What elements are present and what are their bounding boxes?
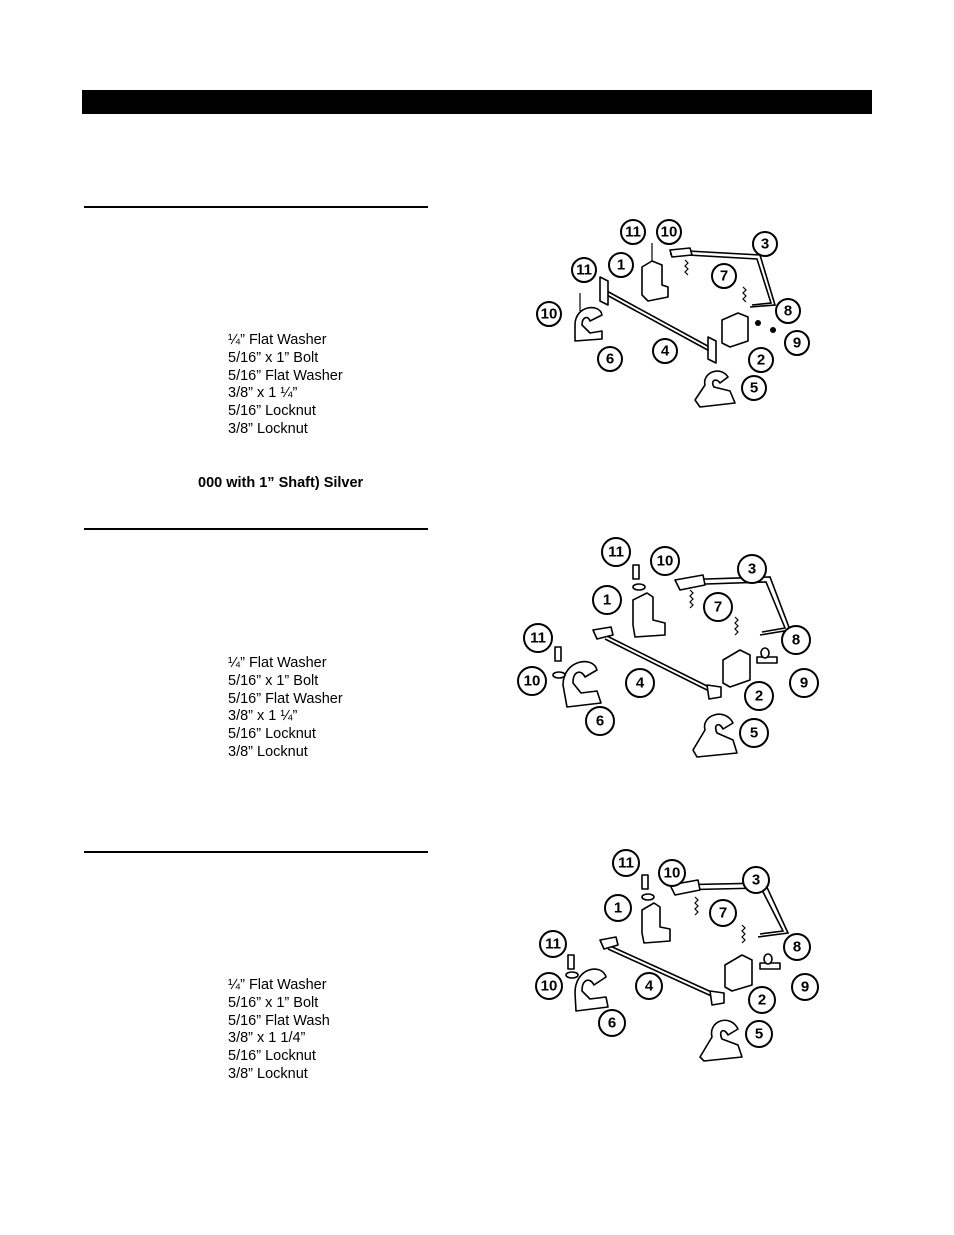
svg-text:3: 3 [751,871,761,889]
svg-text:7: 7 [713,598,723,616]
part-item: 5/16” x 1” Bolt [228,994,319,1011]
callout-10 [659,860,685,886]
svg-text:10: 10 [523,672,541,690]
svg-text:11: 11 [576,261,592,279]
callout-9 [785,331,809,355]
callout-1 [593,586,621,614]
callout-4 [653,339,677,363]
svg-text:9: 9 [792,334,802,352]
part-item: ¼” Flat Washer [228,655,327,671]
part-item: 3/8” x 1 ¼” [228,708,298,725]
callout-11 [613,850,639,876]
part-item: 5/16” Locknut [228,403,316,420]
part-item: 3/8” Locknut [228,1065,308,1082]
section-2-parts-list [228,655,343,762]
callout-7 [704,593,732,621]
svg-text:5: 5 [754,1025,764,1043]
section-2-diagram [515,535,825,765]
callout-5 [746,1021,772,1047]
svg-text:4: 4 [660,342,670,360]
section-3-diagram [520,845,825,1070]
part-item: 5/16” Locknut [228,726,316,743]
callout-11 [602,538,630,566]
section-header-bar [82,90,872,114]
svg-text:10: 10 [663,864,681,882]
callout-3 [753,232,777,256]
callout-2 [749,348,773,372]
section-2-divider [84,528,428,530]
part-item: ¼” Flat Washer [228,977,327,993]
section-1-divider [84,206,428,208]
part-item: 5/16” Flat Washer [228,690,343,707]
section-1-caption: 000 with 1” Shaft) Silver [198,475,364,491]
callout-8 [784,934,810,960]
callout-10 [651,547,679,575]
callout-1 [605,895,631,921]
svg-text:11: 11 [618,854,634,872]
callout-9 [790,669,818,697]
svg-text:1: 1 [613,899,623,917]
part-item: 3/8” Locknut [228,743,308,760]
svg-text:7: 7 [719,267,729,285]
callout-11 [621,220,645,244]
callout-10-b [518,667,546,695]
svg-text:6: 6 [595,712,605,730]
callout-5 [740,719,768,747]
section-3-parts-list [228,977,330,1084]
callout-6 [586,707,614,735]
part-item: 3/8” Locknut [228,420,308,437]
svg-text:6: 6 [605,350,615,368]
svg-text:10: 10 [660,223,678,241]
section-3-divider [84,851,428,853]
svg-text:10: 10 [540,977,558,995]
part-item: 5/16” Flat Washer [228,367,343,384]
callout-4 [626,669,654,697]
callout-10 [657,220,681,244]
part-item: 5/16” x 1” Bolt [228,672,319,689]
callout-7 [710,900,736,926]
part-item: 5/16” Locknut [228,1048,316,1065]
svg-text:1: 1 [602,591,612,609]
svg-text:8: 8 [791,631,801,649]
svg-text:7: 7 [718,904,728,922]
part-item: 3/8” x 1 1/4” [228,1030,306,1047]
svg-text:11: 11 [530,629,546,647]
callout-2 [749,987,775,1013]
part-item: 5/16” Flat Wash [228,1012,330,1029]
svg-text:11: 11 [608,543,624,561]
svg-text:10: 10 [540,305,558,323]
svg-text:3: 3 [747,560,757,578]
svg-text:3: 3 [760,235,770,253]
callout-5 [742,376,766,400]
callout-8 [776,299,800,323]
svg-text:2: 2 [756,351,766,369]
callout-11-b [524,624,552,652]
part-item: 3/8” x 1 ¼” [228,385,298,402]
svg-text:5: 5 [749,724,759,742]
svg-text:9: 9 [799,674,809,692]
svg-text:9: 9 [800,978,810,996]
section-1-diagram [530,215,820,410]
callout-10-b [536,973,562,999]
svg-text:6: 6 [607,1014,617,1032]
callout-4 [636,973,662,999]
part-item: ¼” Flat Washer [228,332,327,348]
callout-6 [598,347,622,371]
callout-11-b [572,258,596,282]
section-1-parts-list [228,332,343,439]
callout-6 [599,1010,625,1036]
part-item: 5/16” x 1” Bolt [228,349,319,366]
callout-3 [743,867,769,893]
svg-text:8: 8 [792,938,802,956]
callout-11-b [540,931,566,957]
callout-2 [745,682,773,710]
svg-text:4: 4 [635,674,645,692]
callout-1 [609,253,633,277]
svg-text:2: 2 [754,687,764,705]
callout-10-b [537,302,561,326]
callout-8 [782,626,810,654]
svg-text:2: 2 [757,991,767,1009]
callout-9 [792,974,818,1000]
svg-text:8: 8 [783,302,793,320]
svg-text:5: 5 [749,379,759,397]
svg-text:1: 1 [616,256,626,274]
callout-7 [712,264,736,288]
svg-text:11: 11 [625,223,641,241]
svg-text:11: 11 [545,935,561,953]
svg-text:4: 4 [644,977,654,995]
svg-text:10: 10 [656,552,674,570]
callout-3 [738,555,766,583]
